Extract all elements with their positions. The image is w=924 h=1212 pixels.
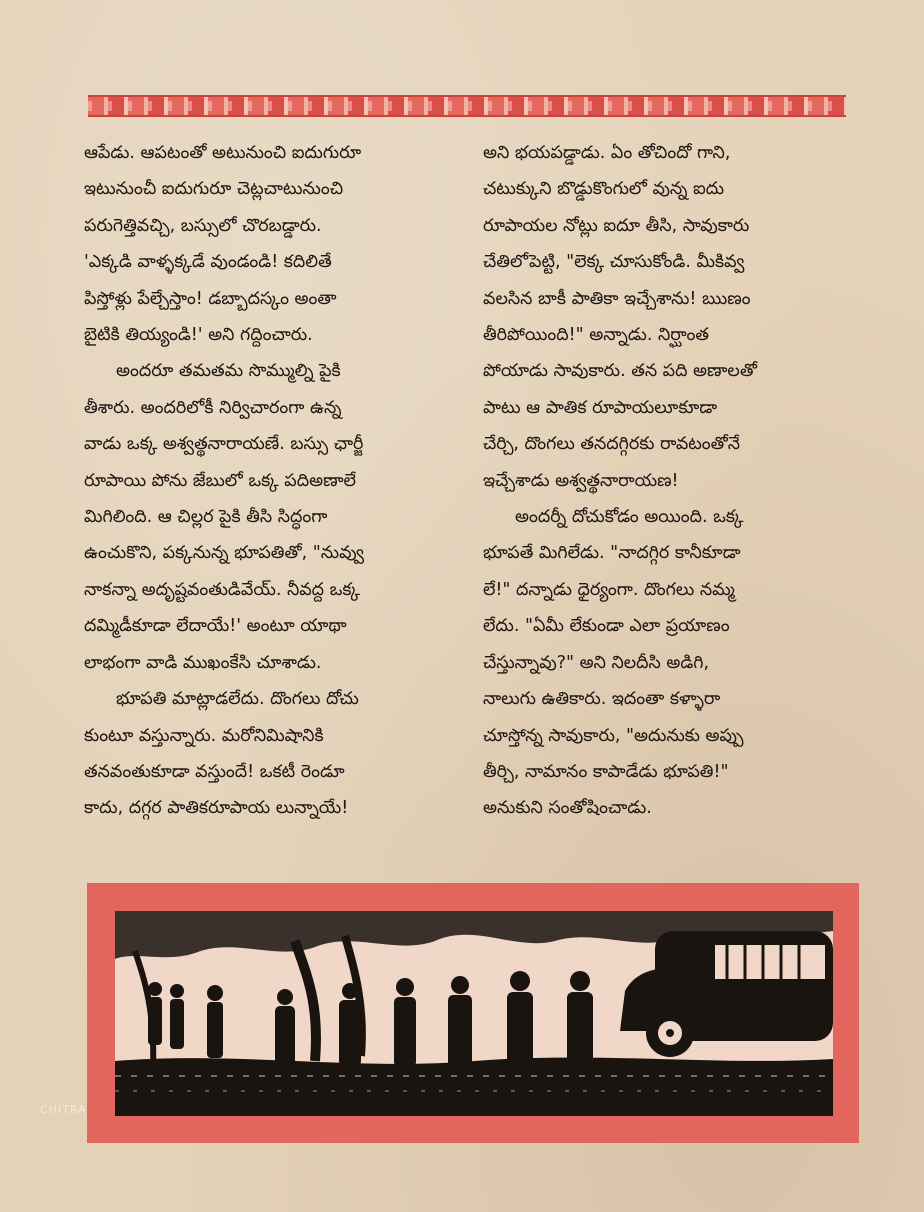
text-line: ఇచ్చేశాడు అశ్వత్థనారాయణ! (483, 470, 679, 491)
story-illustration (87, 883, 859, 1143)
text-line: కుంటూ వస్తున్నారు. మరోనిమిషానికి (84, 725, 324, 746)
text-line: లాభంగా వాడి ముఖంకేసి చూశాడు. (84, 652, 322, 673)
decorative-border-band (88, 95, 846, 117)
text-line: తీశారు. అందరిలోకీ నిర్విచారంగా ఉన్న (84, 397, 342, 418)
text-line: ఆపేడు. ఆపటంతో అటునుంచి ఐదుగురూ (84, 143, 362, 163)
text-line: బైటికి తియ్యండి!' అని గద్దించారు. (84, 325, 313, 346)
text-line: నాలుగు ఉతికారు. ఇదంతా కళ్ళారా (483, 689, 721, 710)
text-line: చేతిలోపెట్టి, "లెక్క చూసుకోండి. మీకివ్వ (483, 252, 745, 273)
text-line: అందర్నీ దోచుకోడం అయింది. ఒక్క (515, 507, 744, 528)
text-line: పిస్తోళ్లు పేల్చేస్తాం! డబ్బాదస్కం అంతా (84, 288, 337, 309)
text-line: వాడు ఒక్క అశ్వత్థనారాయణే. బస్సు ఛార్జీ (84, 434, 364, 455)
text-line: లే!" దన్నాడు ధైర్యంగా. దొంగలు నమ్మ (483, 579, 735, 600)
text-line: వలసిన బాకీ పాతికా ఇచ్చేశాను! ఋణం (483, 288, 751, 309)
artist-signature: CHITRA (40, 1103, 87, 1116)
text-line: చూస్తోన్న సావుకారు, "అదునుకు అప్పు (483, 725, 744, 746)
text-line: తీర్చి, నామానం కాపాడేడు భూపతి!" (483, 761, 729, 782)
text-line: చటుక్కుని బొడ్డుకొంగులో వున్న ఐదు (483, 179, 725, 200)
robbery-scene-drawing (115, 911, 833, 1116)
text-line: పోయాడు సావుకారు. తన పది అణాలతో (483, 361, 757, 382)
text-line: ఉంచుకొని, పక్కనున్న భూపతితో, "నువ్వు (84, 543, 365, 564)
text-line: తనవంతుకూడా వస్తుందే! ఒకటీ రెండూ (84, 761, 345, 782)
illustration-scene (115, 911, 833, 1116)
text-line: తీరిపోయింది!" అన్నాడు. నిర్ఘాంత (483, 325, 709, 346)
text-line: మిగిలింది. ఆ చిల్లర పైకి తీసి సిద్ధంగా (84, 507, 328, 528)
text-line: కాదు, దగ్గర పాతికరూపాయ లున్నాయే! (84, 798, 349, 819)
text-line: ఇటునుంచీ ఐదుగురూ చెట్లచాటునుంచి (84, 179, 344, 200)
text-line: అందరూ తమతమ సొమ్ముల్ని పైకి (116, 361, 341, 382)
text-line: రూపాయి పోను జేబులో ఒక్క పదిఅణాలే (84, 470, 356, 491)
text-line: నాకన్నా అదృష్టవంతుడివేయ్. నీవద్ద ఒక్క (84, 579, 360, 600)
text-column-left (84, 135, 459, 827)
text-line: చేర్చి, దొంగలు తనదగ్గిరకు రావటంతోనే (483, 434, 741, 455)
text-line: భూపతి మాట్లాడలేదు. దొంగలు దోచు (116, 689, 359, 710)
text-line: దమ్మిడీకూడా లేదాయే!' అంటూ యాథా (84, 616, 347, 637)
text-line: అని భయపడ్డాడు. ఏం తోచిందో గాని, (483, 143, 731, 163)
text-line: పరుగెత్తివచ్చి, బస్సులో చొరబడ్డారు. (84, 215, 322, 236)
text-line: చేస్తున్నావు?" అని నిలదీసి అడిగి, (483, 652, 710, 673)
text-line: 'ఎక్కడి వాళ్ళక్కడే వుండండి! కదిలితే (84, 252, 332, 273)
bus-drawing (620, 931, 833, 1057)
text-line: భూపతే మిగిలేడు. "నాదగ్గిర కానీకూడా (483, 543, 741, 564)
text-line: లేదు. "ఏమీ లేకుండా ఎలా ప్రయాణం (483, 616, 730, 637)
text-line: రూపాయల నోట్లు ఐదూ తీసి, సావుకారు (483, 215, 750, 236)
text-column-right (483, 135, 858, 827)
text-line: అనుకుని సంతోషించాడు. (483, 798, 652, 819)
text-line: పాటు ఆ పాతిక రూపాయలూకూడా (483, 397, 718, 418)
